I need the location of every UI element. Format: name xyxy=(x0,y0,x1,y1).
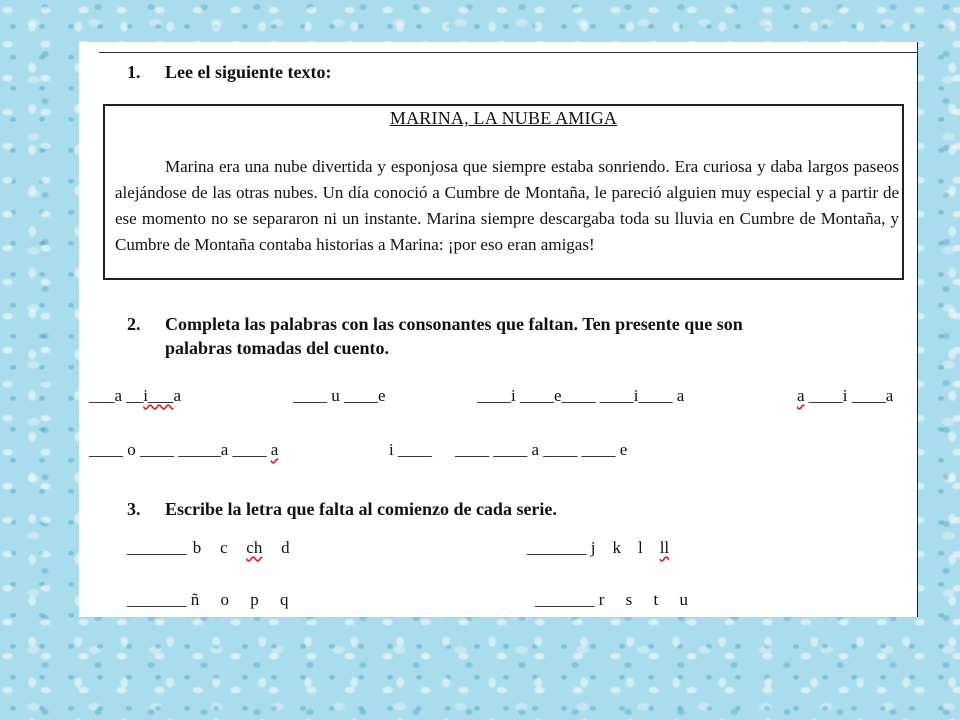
word-blank-6[interactable]: i ____ xyxy=(389,440,432,459)
question-2 xyxy=(127,312,907,362)
series-3[interactable]: _______ ñ o p q xyxy=(127,590,289,609)
question-1-number: 1. xyxy=(127,62,141,82)
series-3-blank[interactable]: _______ xyxy=(127,590,187,609)
story-text: Marina era una nube divertida y esponjosa que siempre estaba sonriendo. Era curiosa y daba largos paseos alejándose de las otras nubes. Un día conoció a Cumbre de Montaña, le pareció alguien muy especial y a partir de ese momento no se separaron ni un instante. Marina siempre descargaba toda su lluvia en Cumbre de Montaña, y Cumbre de Montaña contaba historias a Marina: ¡por eso eran amigas! xyxy=(115,157,899,254)
series-1[interactable]: _______ b c ch d xyxy=(127,538,290,557)
question-3-number: 3. xyxy=(127,499,141,519)
word-blank-2[interactable]: ____ u ____e xyxy=(293,386,386,405)
series-4[interactable]: _______ r s t u xyxy=(535,590,688,609)
question-2-line1: Completa las palabras con las consonantes que faltan. Ten presente que son xyxy=(165,314,743,334)
right-rule xyxy=(917,42,918,617)
word-blank-3[interactable]: ____i ____e____ ____i____ a xyxy=(477,386,685,405)
series-1-blank[interactable]: _______ xyxy=(127,538,187,557)
story-box xyxy=(103,104,904,280)
worksheet-page xyxy=(79,42,918,617)
word-blank-5[interactable]: ____ o ____ _____a ____ a xyxy=(89,440,279,459)
top-rule xyxy=(99,52,918,53)
series-2[interactable]: _______ j k l ll xyxy=(527,538,670,557)
word-blank-1[interactable]: ___a __i___a xyxy=(89,386,182,405)
word-blank-4[interactable]: a ____i ____a xyxy=(797,386,894,405)
question-3-text: Escribe la letra que falta al comienzo de cada serie. xyxy=(165,499,557,519)
story-title: MARINA, LA NUBE AMIGA xyxy=(389,108,618,128)
question-1-text: Lee el siguiente texto: xyxy=(165,62,332,82)
series-4-blank[interactable]: _______ xyxy=(535,590,595,609)
series-2-blank[interactable]: _______ xyxy=(527,538,587,557)
question-2-line2: palabras tomadas del cuento. xyxy=(165,338,390,358)
word-blank-7[interactable]: ____ ____ a ____ ____ e xyxy=(455,440,628,459)
question-2-number: 2. xyxy=(127,314,141,334)
